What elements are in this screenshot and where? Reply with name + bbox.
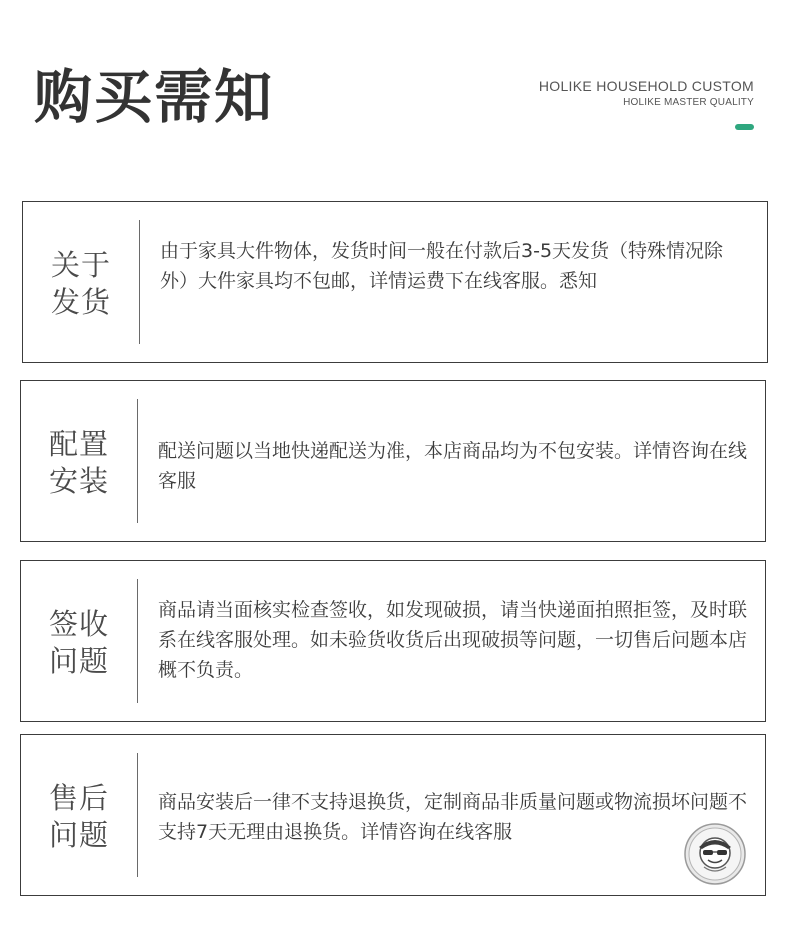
notice-title-line1: 签收: [49, 607, 110, 641]
card-divider: [137, 753, 138, 877]
brand-line-1: HOLIKE HOUSEHOLD CUSTOM: [538, 78, 754, 94]
notice-title-line2: 安装: [49, 464, 110, 498]
notice-card-signing: [20, 560, 766, 722]
card-divider: [137, 399, 138, 523]
notice-title-line2: 问题: [49, 644, 110, 678]
notice-title: [49, 426, 109, 500]
brand-line-2: HOLIKE MASTER QUALITY: [623, 97, 754, 108]
accent-bar: [735, 124, 754, 130]
notice-title-line1: 配置: [49, 427, 110, 461]
notice-card-after-sales: [20, 734, 766, 896]
notice-card-shipping: [22, 201, 768, 363]
notice-title-line1: 关于: [51, 248, 112, 282]
mascot-badge-icon: [684, 823, 746, 885]
notice-body: 商品请当面核实检查签收，如发现破损，请当快递面拍照拒签，及时联系在线客服处理。如未验货收货后出现破损等问题，一切售后问题本店概不负责。: [158, 599, 748, 681]
notice-title: [49, 780, 109, 854]
page-title: 购买需知: [34, 63, 275, 131]
notice-body: 商品安装后一律不支持退换货，定制商品非质量问题或物流损坏问题不支持7天无理由退换货。详情咨询在线客服: [158, 791, 748, 843]
notice-title: [49, 606, 109, 680]
notice-body: 由于家具大件物体，发货时间一般在付款后3-5天发货（特殊情况除外）大件家具均不包邮，详情运费下在线客服。悉知: [160, 240, 724, 292]
notice-title-line2: 问题: [49, 818, 110, 852]
notice-card-installation: [20, 380, 766, 542]
card-divider: [137, 579, 138, 703]
notice-title-line2: 发货: [51, 285, 112, 319]
card-divider: [139, 220, 140, 344]
notice-title-line1: 售后: [49, 781, 110, 815]
notice-body: 配送问题以当地快递配送为准，本店商品均为不包安装。详情咨询在线客服: [158, 440, 748, 492]
notice-title: [51, 247, 111, 321]
